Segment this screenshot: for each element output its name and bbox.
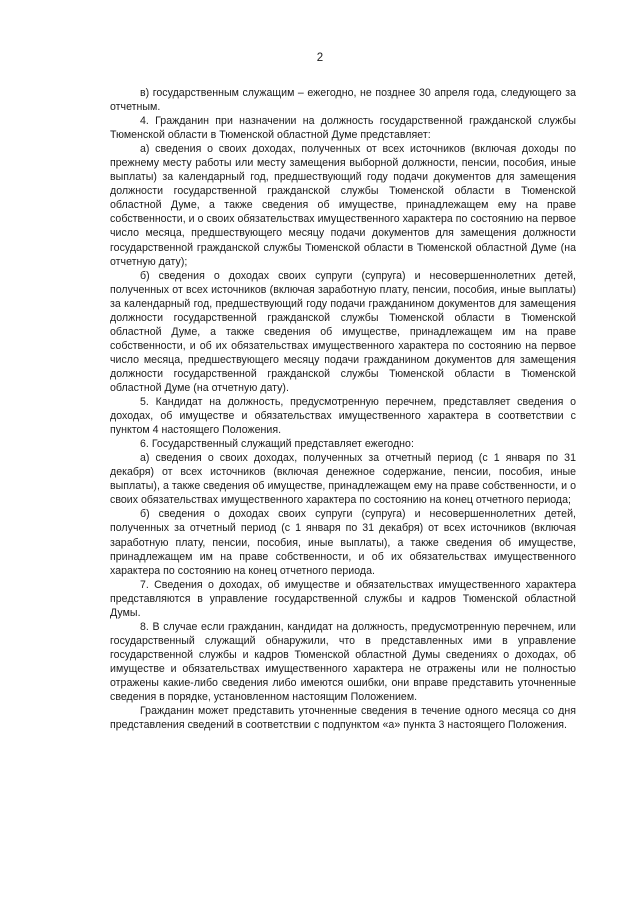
page-number: 2 bbox=[316, 52, 324, 64]
paragraph-4b: б) сведения о доходах своих супруги (супруга) и несовершеннолетних детей, полученных от всех источников (включая заработную плату, пенсии, пособия, иные выплаты) за календарный год, предшествующий году подачи гражданином документов для замещения должности государственной гражданской службы Тюменской области в Тюменской областной Думе, а также сведения об имуществе, принадлежащем им на праве собственности, и об их обязательствах имущественного характера по состоянию на первое число месяца, предшествующего месяцу подачи гражданином документов для замещения должности государственной гражданской службы Тюменской области в Тюменской областной Думе (на отчетную дату). bbox=[110, 269, 576, 394]
paragraph-5: 5. Кандидат на должность, предусмотренную перечнем, представляет сведения о доходах, об имуществе и обязательствах имущественного характера в соответствии с пунктом 4 настоящего Положения. bbox=[110, 396, 576, 437]
paragraph-4a: а) сведения о своих доходах, полученных от всех источников (включая доходы по прежнему месту работы или месту замещения выборной должности, пенсии, пособия, иные выплаты) за календарный год, предшествующий году подачи документов для замещения должности государственной гражданской службы Тюменской области в Тюменской областной Думе, а также сведения об имуществе, принадлежащем ему на праве собственности, и о своих обязательствах имущественного характера по состоянию на первое число месяца, предшествующего месяцу подачи документов для замещения должности государственной гражданской службы Тюменской области в Тюменской областной Думе (на отчетную дату); bbox=[110, 143, 576, 268]
paragraph-4: 4. Гражданин при назначении на должность государственной гражданской службы Тюменской области в Тюменской областной Думе представляет: bbox=[110, 115, 576, 142]
document-body bbox=[110, 86, 576, 732]
paragraph-6a: а) сведения о своих доходах, полученных за отчетный период (с 1 января по 31 декабря) от всех источников (включая денежное содержание, пенсии, пособия, иные выплаты), а также сведения об имуществе, принадлежащем ему на праве собственности, и о своих обязательствах имущественного характера по состоянию на конец отчетного периода; bbox=[110, 452, 576, 507]
paragraph-6b: б) сведения о доходах своих супруги (супруга) и несовершеннолетних детей, полученных за отчетный период (с 1 января по 31 декабря) от всех источников (включая заработную плату, пенсии, пособия, иные выплаты), а также сведения об имуществе, принадлежащем им на праве собственности, и об их обязательствах имущественного характера по состоянию на конец отчетного периода. bbox=[110, 508, 576, 577]
paragraph-7: 7. Сведения о доходах, об имуществе и обязательствах имущественного характера представляются в управление государственной службы и кадров Тюменской областной Думы. bbox=[110, 578, 576, 619]
paragraph-3c: в) государственным служащим – ежегодно, не позднее 30 апреля года, следующего за отчетным. bbox=[110, 87, 576, 114]
paragraph-8-note: Гражданин может представить уточненные сведения в течение одного месяца со дня представления сведений в соответствии с подпунктом «а» пункта 3 настоящего Положения. bbox=[110, 705, 576, 732]
paragraph-6: 6. Государственный служащий представляет ежегодно: bbox=[140, 438, 414, 451]
paragraph-8: 8. В случае если гражданин, кандидат на должность, предусмотренную перечнем, или государственный служащий обнаружили, что в представленных ими в управление государственной службы и кадров Тюменской областной Думы сведениях о доходах, об имуществе и обязательствах имущественного характера не отражены или не полностью отражены какие-либо сведения либо имеются ошибки, они вправе представить уточненные сведения в порядке, установленном настоящим Положением. bbox=[110, 620, 576, 704]
